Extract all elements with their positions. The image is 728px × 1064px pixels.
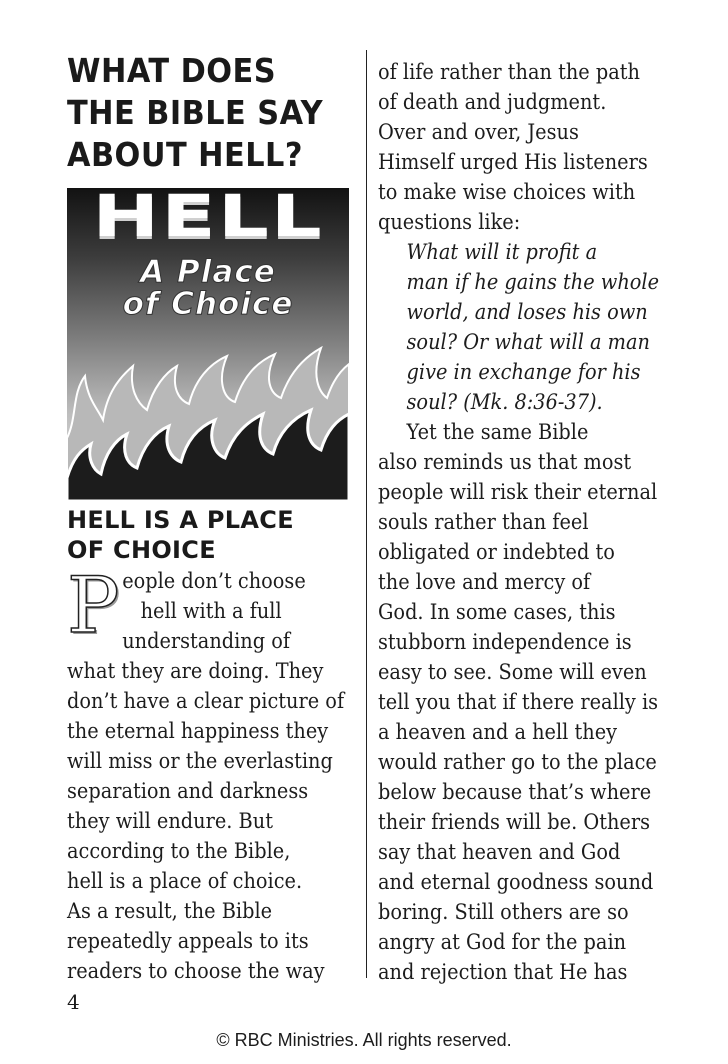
body-line: a heaven and a hell they — [378, 720, 618, 744]
quote-line: soul? Or what will a man — [406, 330, 650, 354]
page-headline — [67, 50, 334, 176]
body-line: below because that’s where — [378, 780, 652, 804]
booklet-cover-image — [67, 188, 349, 501]
body-line: easy to see. Some will even — [378, 660, 647, 684]
left-column — [67, 50, 357, 983]
body-line: souls rather than feel — [378, 510, 589, 534]
body-line: Himself urged His listeners — [378, 150, 648, 174]
body-line: stubborn independence is — [378, 630, 632, 654]
quote-line: soul? (Mk. 8:36-37). — [406, 390, 603, 414]
section-subhead — [67, 505, 357, 565]
drop-cap: P — [67, 561, 120, 651]
quote-line: world, and loses his own — [406, 300, 648, 324]
body-line: obligated or indebted to — [378, 540, 615, 564]
body-line: will miss or the everlasting — [67, 749, 333, 773]
quote-line: What will it profit a — [406, 240, 598, 264]
body-line: their friends will be. Others — [378, 810, 650, 834]
body-line: they will endure. But — [67, 809, 273, 833]
body-line: the love and mercy of — [378, 570, 591, 594]
body-line: understanding of — [122, 629, 291, 653]
body-line: Over and over, Jesus — [378, 120, 579, 144]
cover-subtitle — [67, 256, 349, 320]
column-divider — [366, 50, 367, 978]
copyright-footer: © RBC Ministries. All rights reserved. — [216, 1030, 512, 1050]
cover-title: HELL — [92, 188, 324, 250]
body-line: questions like: — [378, 210, 521, 234]
body-line: would rather go to the place — [378, 750, 657, 774]
subhead-line: OF CHOICE — [67, 536, 216, 564]
body-line: also reminds us that most — [378, 450, 632, 474]
headline-line: WHAT DOES — [67, 51, 277, 90]
body-line: boring. Still others are so — [378, 900, 629, 924]
body-line: people will risk their eternal — [378, 480, 658, 504]
page-number: 4 — [67, 990, 80, 1014]
body-line: hell with a full — [140, 599, 282, 623]
body-line: God. In some cases, this — [378, 600, 616, 624]
body-line: don’t have a clear picture of — [67, 689, 345, 713]
quote-line: give in exchange for his — [406, 360, 641, 384]
body-line: tell you that if there really is — [378, 690, 659, 714]
body-line: separation and darkness — [67, 779, 309, 803]
body-line: what they are doing. They — [67, 659, 324, 683]
cover-subtitle-line: A Place — [140, 254, 276, 290]
body-line: of life rather than the path — [378, 60, 640, 84]
body-line: of death and judgment. — [378, 90, 607, 114]
body-line: to make wise choices with — [378, 180, 636, 204]
body-line: angry at God for the pain — [378, 930, 627, 954]
cover-subtitle-line: of Choice — [122, 286, 294, 322]
quote-line: man if he gains the whole — [406, 270, 660, 294]
body-line: eople don’t choose — [122, 569, 306, 593]
subhead-line: HELL IS A PLACE — [67, 506, 294, 534]
headline-line: THE BIBLE SAY — [67, 93, 324, 132]
body-line: and rejection that He has — [378, 960, 628, 984]
headline-line: ABOUT HELL? — [67, 135, 303, 174]
body-line: repeatedly appeals to its — [67, 929, 309, 953]
body-line: say that heaven and God — [378, 840, 621, 864]
left-body-text — [67, 561, 345, 986]
right-column — [378, 57, 678, 987]
body-line: hell is a place of choice. — [67, 869, 303, 893]
body-line: and eternal goodness sound — [378, 870, 654, 894]
body-line: the eternal happiness they — [67, 719, 329, 743]
body-line: Yet the same Bible — [406, 420, 589, 444]
body-line: readers to choose the way — [67, 959, 325, 983]
body-line: As a result, the Bible — [67, 899, 273, 923]
body-line: according to the Bible, — [67, 839, 291, 863]
